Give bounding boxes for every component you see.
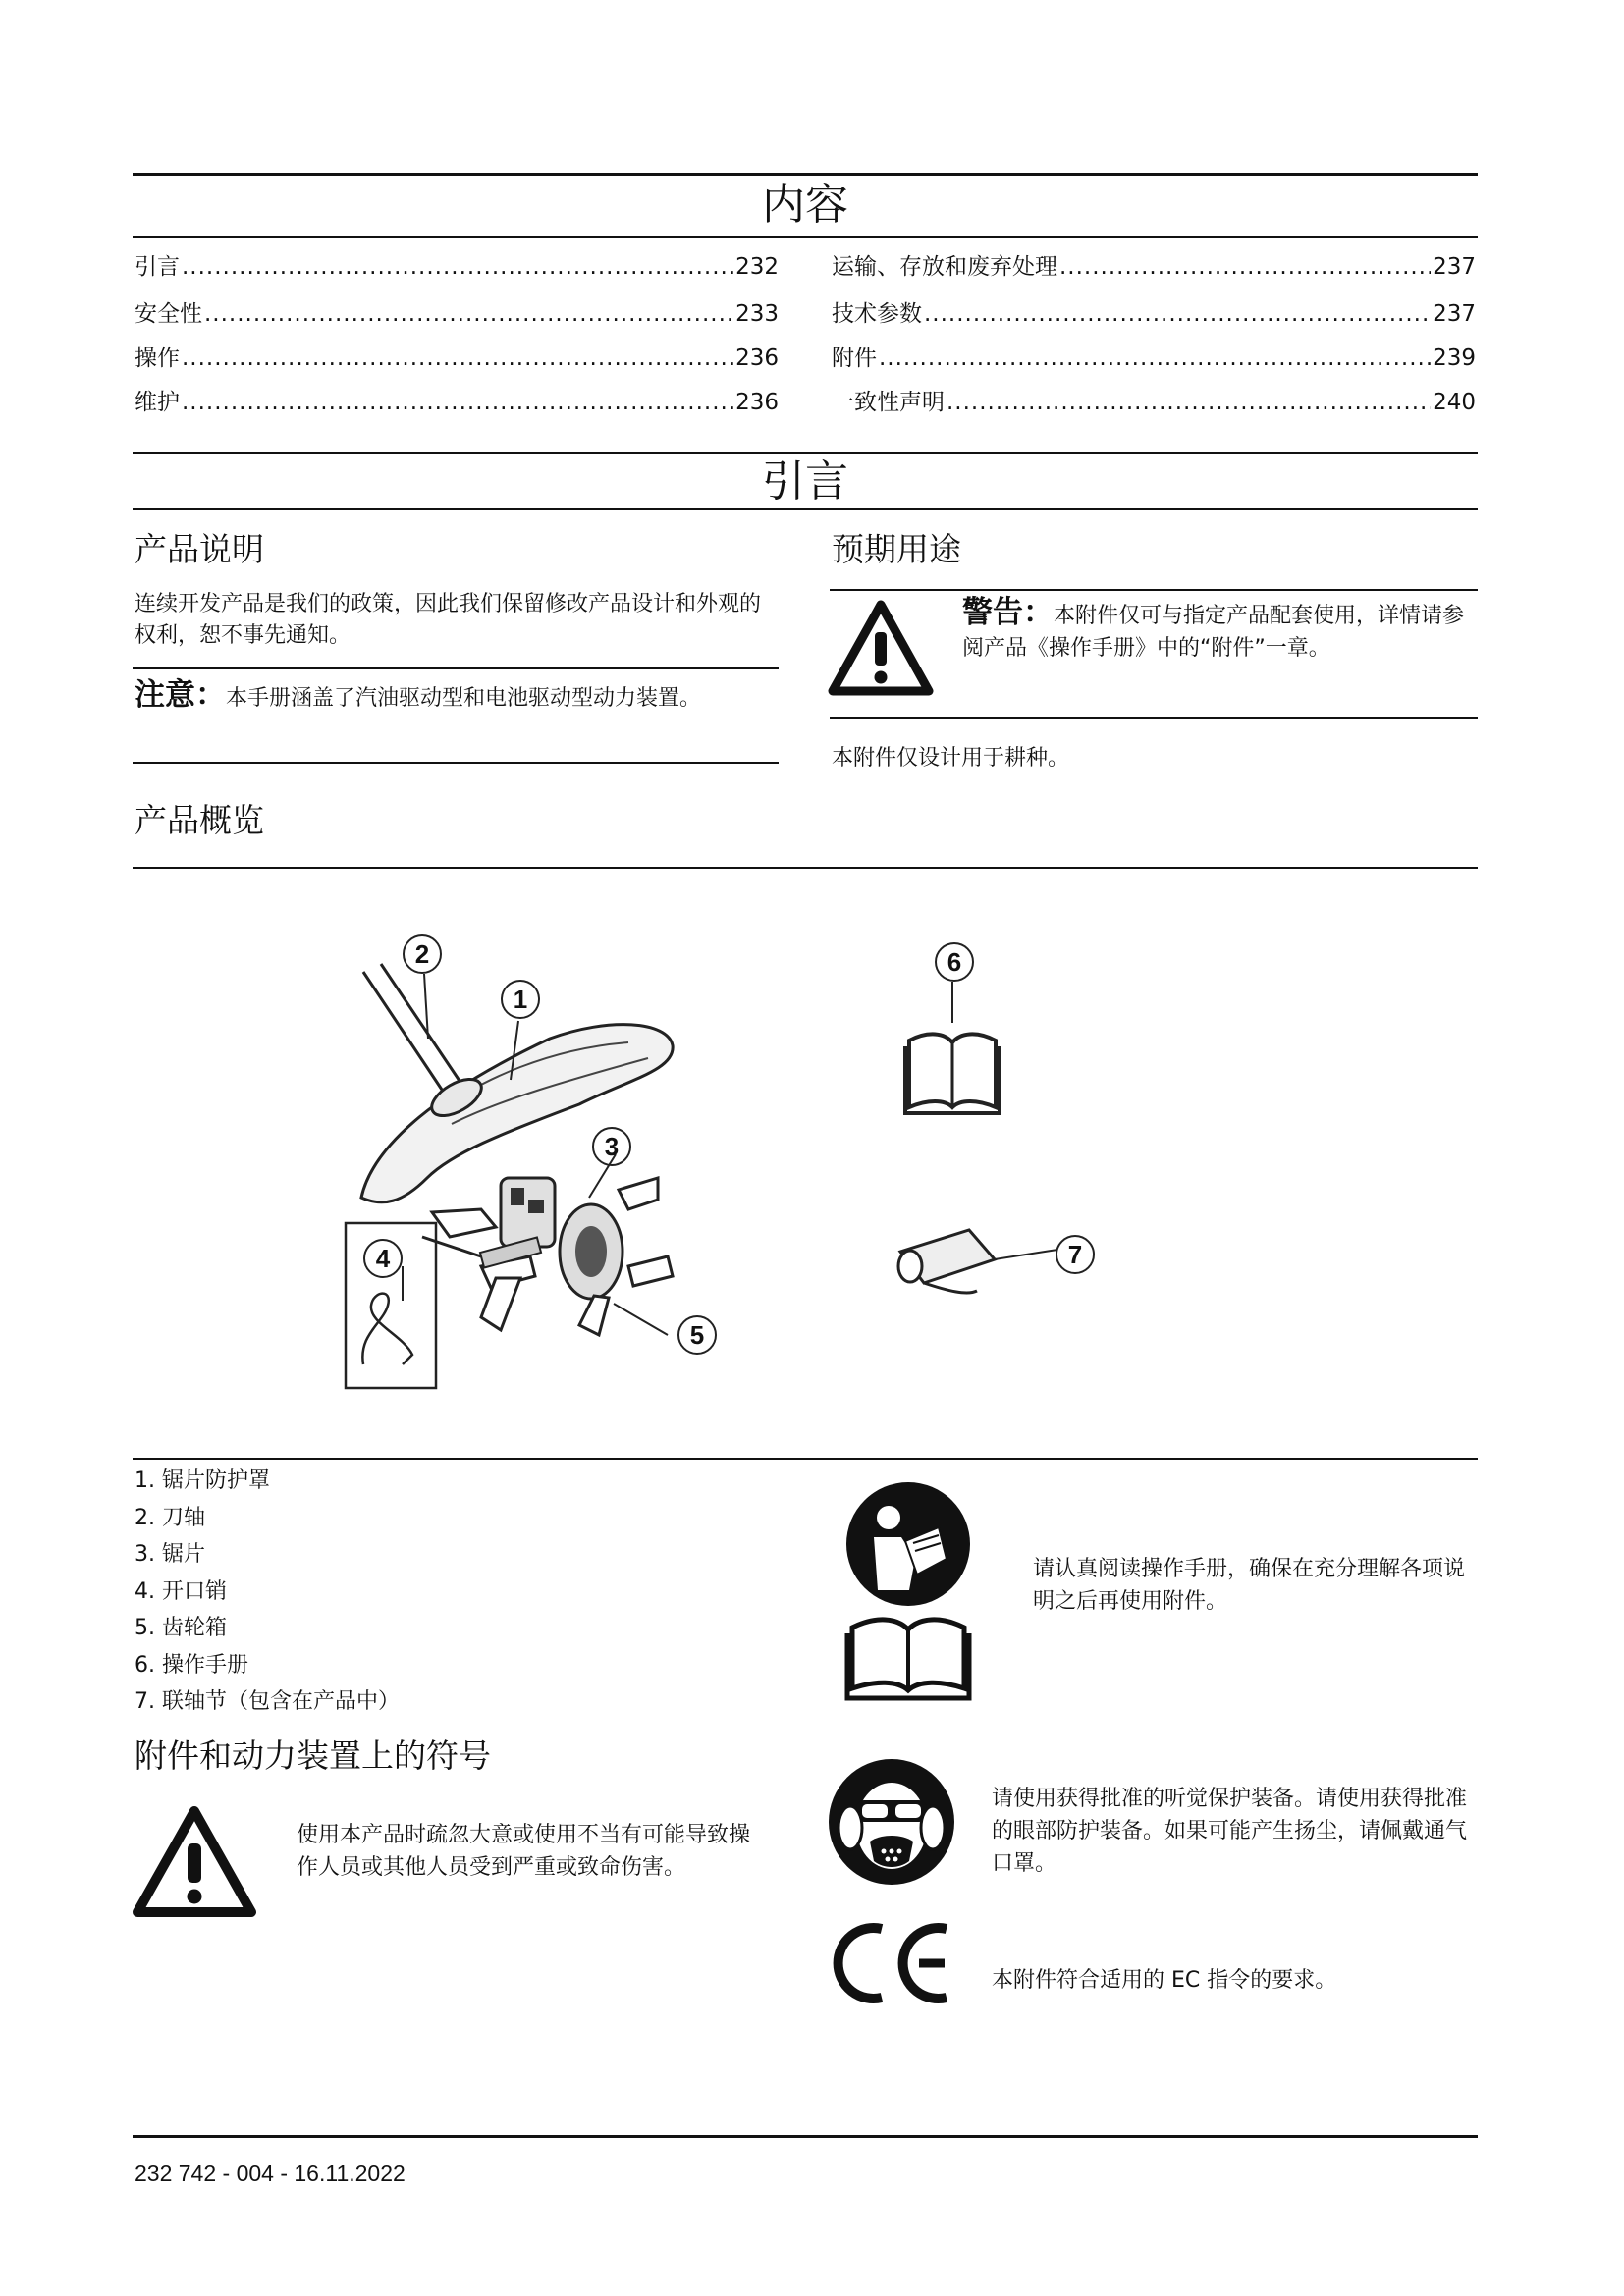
toc-page: 232 bbox=[735, 254, 779, 280]
warning-triangle-icon bbox=[131, 1804, 258, 1920]
product-overview-heading: 产品概览 bbox=[135, 801, 264, 839]
toc-page: 236 bbox=[735, 346, 779, 371]
list-rule bbox=[133, 1458, 1478, 1460]
toc-label: 运输、存放和废弃处理 bbox=[832, 254, 1057, 280]
note-label: 注意： bbox=[135, 677, 226, 713]
warning-label: 警告： bbox=[962, 595, 1054, 630]
callout-7: 7 bbox=[1056, 1235, 1095, 1274]
overview-items bbox=[135, 1463, 773, 1721]
callout-1: 1 bbox=[501, 980, 540, 1019]
list-item: 5. 齿轮箱 bbox=[135, 1616, 227, 1640]
symbol-read-manual-text: 请认真阅读操作手册，确保在充分理解各项说明之后再使用附件。 bbox=[1033, 1557, 1466, 1614]
toc-entry[interactable] bbox=[832, 344, 1476, 373]
list-item: 1. 锯片防护罩 bbox=[135, 1468, 270, 1493]
note-block bbox=[135, 677, 779, 717]
intro-bottom-rule bbox=[133, 508, 1478, 510]
toc-page: 236 bbox=[735, 390, 779, 415]
note-text: 本手册涵盖了汽油驱动型和电池驱动型动力装置。 bbox=[226, 686, 702, 711]
warning-text: 本附件仅可与指定产品配套使用，详情请参阅产品《操作手册》中的“附件”一章。 bbox=[962, 604, 1465, 661]
list-item: 6. 操作手册 bbox=[135, 1652, 248, 1678]
product-description-text: 连续开发产品是我们的政策，因此我们保留修改产品设计和外观的权利，恕不事先通知。 bbox=[135, 592, 762, 648]
toc-entry[interactable] bbox=[135, 252, 779, 282]
warning-bottom-rule bbox=[830, 717, 1478, 719]
callout-2: 2 bbox=[403, 934, 442, 974]
product-description-heading: 产品说明 bbox=[135, 530, 264, 568]
symbol-ce-text: 本附件符合适用的 EC 指令的要求。 bbox=[992, 1968, 1337, 1993]
toc-label: 技术参数 bbox=[832, 301, 922, 327]
open-book-icon bbox=[903, 982, 1001, 1119]
toc-page: 237 bbox=[1433, 254, 1476, 280]
toc-label: 操作 bbox=[135, 346, 180, 371]
toc-page: 240 bbox=[1433, 390, 1476, 415]
toc-entry[interactable] bbox=[135, 388, 779, 417]
toc-entry[interactable] bbox=[135, 344, 779, 373]
toc-label: 引言 bbox=[135, 254, 180, 280]
toc-label: 一致性声明 bbox=[832, 390, 945, 415]
symbols-heading: 附件和动力装置上的符号 bbox=[135, 1736, 491, 1775]
symbol-protection-text: 请使用获得批准的听觉保护装备。请使用获得批准的眼部防护装备。如果可能产生扬尘，请佩戴通气口罩。 bbox=[992, 1787, 1468, 1876]
open-book-icon bbox=[844, 1610, 972, 1703]
intro-title: 引言 bbox=[762, 456, 848, 507]
ce-mark-icon bbox=[825, 1919, 957, 2007]
intended-use-text: 本附件仅设计用于耕种。 bbox=[832, 746, 1070, 771]
callout-5: 5 bbox=[677, 1315, 717, 1355]
footer-doc-id: 232 742 - 004 - 16.11.2022 bbox=[135, 2161, 406, 2186]
toc-entry[interactable] bbox=[135, 299, 779, 329]
toc-page: 239 bbox=[1433, 346, 1476, 371]
contents-top-rule bbox=[133, 173, 1478, 176]
footer-rule bbox=[133, 2135, 1478, 2138]
coupling-illustration bbox=[889, 1222, 1060, 1301]
contents-title: 内容 bbox=[762, 180, 848, 230]
symbol-warning-text: 使用本产品时疏忽大意或使用不当有可能导致操作人员或其他人员受到严重或致命伤害。 bbox=[297, 1823, 751, 1880]
callout-3: 3 bbox=[592, 1127, 631, 1166]
list-item: 3. 锯片 bbox=[135, 1542, 205, 1567]
hearing-eye-mask-icon bbox=[827, 1757, 956, 1887]
overview-rule bbox=[133, 867, 1478, 869]
warning-top-rule bbox=[830, 589, 1478, 591]
note-bottom-rule bbox=[133, 762, 779, 764]
list-item: 2. 刀轴 bbox=[135, 1505, 205, 1530]
intended-use-heading: 预期用途 bbox=[832, 530, 961, 568]
toc-label: 安全性 bbox=[135, 301, 202, 327]
contents-bottom-rule bbox=[133, 236, 1478, 238]
note-top-rule bbox=[133, 667, 779, 669]
toc-entry[interactable] bbox=[832, 388, 1476, 417]
intended-use-warning bbox=[962, 597, 1473, 665]
callout-4: 4 bbox=[363, 1239, 403, 1278]
read-manual-icon bbox=[844, 1480, 972, 1608]
warning-triangle-icon bbox=[827, 599, 935, 697]
list-item: 7. 联轴节（包含在产品中） bbox=[135, 1689, 400, 1714]
toc-label: 附件 bbox=[832, 346, 877, 371]
list-item: 4. 开口销 bbox=[135, 1578, 227, 1604]
toc-entry[interactable] bbox=[832, 252, 1476, 282]
toc-page: 237 bbox=[1433, 301, 1476, 327]
toc-entry[interactable] bbox=[832, 299, 1476, 329]
toc-page: 233 bbox=[735, 301, 779, 327]
toc-label: 维护 bbox=[135, 390, 180, 415]
callout-6: 6 bbox=[935, 942, 974, 982]
